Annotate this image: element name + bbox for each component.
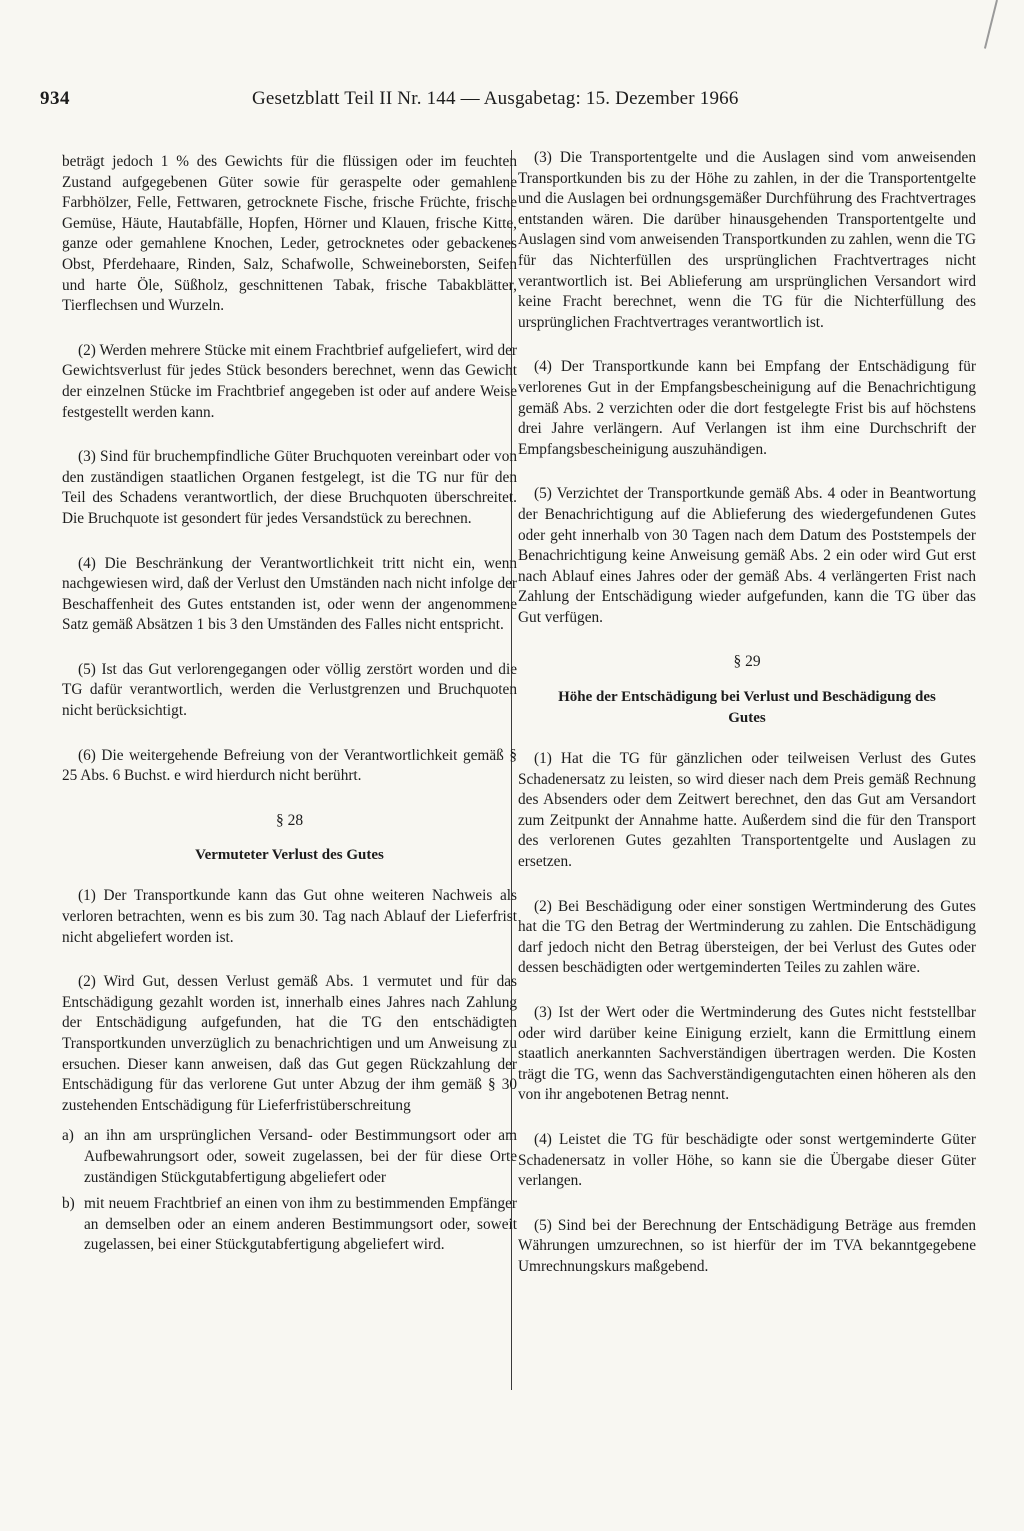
paragraph: (4) Die Beschränkung der Verantwortlichkeit tritt nicht ein, wenn nachgewiesen wird, daß der Verlust den Umständen nach nicht infolge der Beschaffenheit des Gutes entstanden ist, oder wenn der angenommene Satz gemäß Absätzen 1 bis 3 den Umständen des Falles nicht entspricht. (62, 554, 517, 634)
list-marker: a) (62, 1127, 74, 1145)
section-number: § 29 (733, 653, 761, 671)
paragraph: (3) Die Transportentgelte und die Auslagen sind vom anweisenden Transportkunden bis zu der Höhe zu zahlen, in der die Transportentgelte und die Auslagen bei ordnungsgemäßer Durchführung des Frachtvertrages entstanden wären. Die darüber hinausgehenden Transportentgelte und Auslagen sind vom anweisenden Transportkunden zu zahlen, wenn die TG für das Nichterfüllen des ursprünglichen Frachtvertrages nicht verantwortlich ist. Bei Ablieferung am ursprünglichen Versandort wird keine Fracht berechnet, wenn die TG für die Nichterfüllung des ursprünglichen Frachtvertrages verantwortlich ist. (518, 149, 976, 331)
list-item (62, 1126, 517, 1188)
right-column (518, 148, 976, 1302)
section-number: § 28 (275, 811, 304, 829)
section-heading: Höhe der Entschädigung bei Verlust und Beschädigung des Gutes (558, 689, 936, 727)
paragraph: (2) Wird Gut, dessen Verlust gemäß Abs. 1 vermutet und für das Entschädigung gezahlt worden ist, innerhalb eines Jahres nach Zahlung der Entschädigung aufgefunden, hat die TG den entschädigten Transportkunden unverzüglich zu benachrichtigen und um Anweisung zu ersuchen. Dieser kann anweisen, daß das Gut gegen Rückzahlung der Entschädigung für das verlorene Gut unter Abzug der ihm gemäß § 30 zustehenden Entschädigung für Lieferfristüberschreitung (62, 973, 517, 1114)
page-header (40, 88, 760, 118)
paragraph: beträgt jedoch 1 % des Gewichts für die flüssigen oder im feuchten Zustand aufgegebenen Güter sowie für geraspelte oder gemahlene Farbhölzer, Felle, Fettwaren, getrocknete Fische, frische Früchte, frische Gemüse, Häute, Hautabfälle, Hopfen, Hörner und Klauen, frische Kitte, ganze oder gemahlene Knochen, Leder, getrocknetes oder gebackenes Obst, Pferdehaare, Rinden, Salz, Schafwolle, Schweineborsten, Seifen und harte Öle, Süßholz, geschnittenen Tabak, frische Tabakblätter, Tierflechsen und Wurzeln. (62, 153, 517, 315)
section-heading: Vermuteter Verlust des Gutes (195, 847, 384, 864)
paragraph: (5) Ist das Gut verlorengegangen oder völlig zerstört worden und die TG dafür verantwortlich, werden die Verlustgrenzen und Bruchquoten nicht berücksichtigt. (62, 660, 517, 720)
list-marker: b) (62, 1195, 75, 1213)
paragraph: (5) Verzichtet der Transportkunde gemäß Abs. 4 oder in Beantwortung der Benachrichtigung auf die Ablieferung des wiedergefundenen Gutes oder geht innerhalb von 30 Tagen nach dem Datum des Poststempels der Benachrichtigung keine Anweisung gemäß Abs. 2 ein oder wird Gut erst nach Ablauf eines Jahres oder der gemäß Abs. 4 verlängerten Frist nach Zahlung der Entschädigung wieder aufgefunden, kann die TG über das Gut verfügen. (518, 485, 976, 626)
list-item-text: an ihn am ursprünglichen Versand- oder Bestimmungsort oder am Aufbewahrungsort oder, soweit zugelassen, bei der für diese Orte zuständigen Stückgutabfertigung abgeliefert oder (84, 1127, 517, 1186)
paragraph: (4) Der Transportkunde kann bei Empfang der Entschädigung für verlorenes Gut in der Empfangsbescheinigung auf die Benachrichtigung gemäß Abs. 2 verzichten oder die dort festgelegte Frist bis auf höchstens drei Jahre verlängern. Auf Verlangen ist ihm eine Durchschrift der Empfangsbescheinigung auszuhändigen. (518, 358, 976, 458)
paragraph: (1) Hat die TG für gänzlichen oder teilweisen Verlust des Gutes Schadenersatz zu leisten, so wird dieser nach dem Preis gemäß Rechnung des Absenders oder dem Zeitwert berechnet, den das Gut am Versandort zum Zeitpunkt der Annahme hatte. Außerdem sind die für den Transport des verlorenen Gutes gezahlten Transportentgelte und Auslagen zu ersetzen. (518, 750, 976, 871)
paragraph: (1) Der Transportkunde kann das Gut ohne weiteren Nachweis als verloren betrachten, wenn es bis zum 30. Tag nach Ablauf der Lieferfrist nicht abgeliefert worden ist. (62, 887, 517, 946)
paragraph: (3) Sind für bruchempfindliche Güter Bruchquoten vereinbart oder von den zuständigen staatlichen Organen festgelegt, ist die TG nur für den Teil des Schadens verantwortlich, der diese Bruchquoten überschreitet. Die Bruchquote ist gesondert für jedes Versandstück zu berechnen. (62, 448, 517, 527)
paragraph: (2) Werden mehrere Stücke mit einem Frachtbrief aufgeliefert, wird der Gewichtsverlust für jedes Stück besonders berechnet, wenn das Gewicht der einzelnen Stücke im Frachtbrief angegeben ist oder auf andere Weise festgestellt werden kann. (62, 341, 517, 421)
paragraph: (2) Bei Beschädigung oder einer sonstigen Wertminderung des Gutes hat die TG den Betrag der Wertminderung zu zahlen. Die Entschädigung darf jedoch nicht den Betrag übersteigen, der bei Verlust des Gutes oder dessen beschädigten oder wertgeminderten Teiles zu zahlen wäre. (518, 897, 976, 977)
list-item-text: mit neuem Frachtbrief an einen von ihm zu bestimmenden Empfänger an demselben oder an einem anderen Bestimmungsort oder, soweit zugelassen, bei einer Stückgutabfertigung abgeliefert wird. (84, 1195, 517, 1254)
paragraph: (4) Leistet die TG für beschädigte oder sonst wertgeminderte Güter Schadenersatz in voller Höhe, so kann sie die Übergabe dieser Güter verlangen. (518, 1130, 976, 1190)
gazette-title: Gesetzblatt Teil II Nr. 144 — Ausgabetag: 15. Dezember 1966 (252, 88, 739, 109)
paragraph: (6) Die weitergehende Befreiung von der Verantwortlichkeit gemäß § 25 Abs. 6 Buchst. e wird hierdurch nicht berührt. (62, 746, 517, 785)
paragraph: (3) Ist der Wert oder die Wertminderung des Gutes nicht feststellbar oder wird darüber keine Einigung erzielt, kann die Ermittlung einem staatlich anerkannten Sachverständigen übertragen werden. Die Kosten trägt die TG, wenn das Sachverständigengutachten einen höheren als den von ihr angebotenen Betrag nennt. (518, 1004, 976, 1104)
paragraph: (5) Sind bei der Berechnung der Entschädigung Beträge aus fremden Währungen umzurechnen, so ist hierfür der im TVA bekanntgegebene Umrechnungskurs maßgebend. (518, 1216, 976, 1275)
left-column (62, 152, 517, 1266)
scan-artifact-line (984, 0, 998, 49)
enumerated-list (62, 1126, 517, 1256)
page-number: 934 (40, 88, 70, 109)
list-item (62, 1194, 517, 1256)
